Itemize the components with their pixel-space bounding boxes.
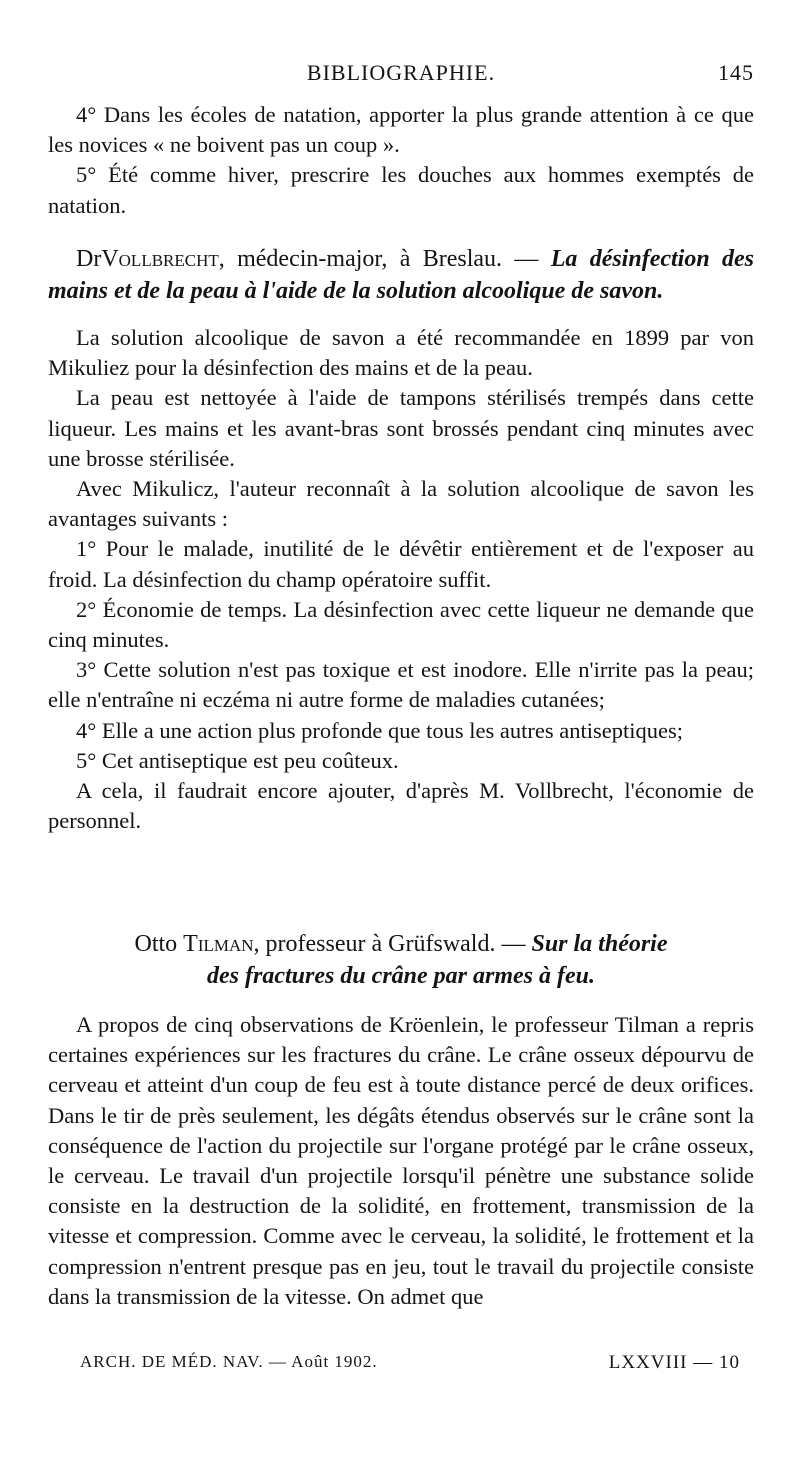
article-body <box>48 323 754 836</box>
author-affiliation: , médecin-major, à Breslau. — <box>218 246 551 272</box>
article-title-part: des fractures du crâne par armes à feu. <box>207 963 595 989</box>
running-header <box>48 60 754 90</box>
article-paragraph: 2° Économie de temps. La désinfection avec cette liqueur ne demande que cinq minutes. <box>48 596 754 653</box>
author-prefix: Dr <box>76 246 102 272</box>
article-tilman <box>48 928 754 1312</box>
article-heading <box>48 928 754 960</box>
author-name: Tilman <box>183 931 254 957</box>
article-title-part: Sur la théorie <box>531 931 668 957</box>
article-vollbrecht <box>48 243 754 836</box>
page-footer <box>80 1352 740 1380</box>
page-number: 145 <box>718 60 754 85</box>
article-paragraph: Avec Mikulicz, l'auteur reconnaît à la solution alcoolique de savon les avantages suivants : <box>48 476 754 532</box>
article-paragraph: 1° Pour le malade, inutilité de le dévêtir entièrement et de l'exposer au froid. La désinfection du champ opératoire suffit. <box>48 536 754 592</box>
running-title: BIBLIOGRAPHIE. <box>306 60 496 85</box>
author-name: Vollbrecht <box>101 246 219 272</box>
article-paragraph: A propos de cinq observations de Kröenlein, le professeur Tilman a repris certaines expériences sur les fractures du crâne. Le crâne osseux dépourvu de cerveau et atteint d'un coup de feu est à toute distance percé de deux orifices. Dans le tir de près seulement, les dégâts étendus observés sur le crâne sont la conséquence de l'action du projectile sur l'organe protégé par le crâne osseux, le cerveau. Le travail d'un projectile lorsqu'il pénètre une substance solide consiste en la destruction de la solidité, en frottement, transmission de la vitesse et compression. Comme avec le cerveau, la solidité, le frottement et la compression n'entrent presque pas en jeu, tout le travail du projectile consiste dans la transmission de la vitesse. On admet que <box>48 1012 754 1309</box>
article-paragraph: 5° Cet antiseptique est peu coûteux. <box>76 747 399 773</box>
article-body <box>48 1010 754 1312</box>
intro-paragraph: 5° Été comme hiver, prescrire les douches aux hommes exemptés de natation. <box>48 162 754 218</box>
article-title: La désinfection des mains et de la peau à l'aide de la solution alcoolique de savon. <box>48 246 754 304</box>
intro-paragraph: 4° Dans les écoles de natation, apporter la plus grande attention à ce que les novices « ne boivent pas un coup ». <box>48 102 754 158</box>
article-paragraph: A cela, il faudrait encore ajouter, d'après M. Vollbrecht, l'économie de personnel. <box>48 778 754 834</box>
journal-citation: ARCH. DE MÉD. NAV. — Août 1902. <box>80 1352 378 1371</box>
article-heading <box>48 243 754 307</box>
article-paragraph: La peau est nettoyée à l'aide de tampons stérilisés trempés dans cette liqueur. Les mains et les avant-bras sont brossés pendant cinq minutes avec une brosse stérilisée. <box>48 385 754 471</box>
article-paragraph: 4° Elle a une action plus profonde que tous les autres antiseptiques; <box>76 717 683 743</box>
author-first-name: Otto <box>134 931 184 957</box>
article-paragraph: La solution alcoolique de savon a été recommandée en 1899 par von Mikuliez pour la désinfection des mains et de la peau. <box>48 325 754 381</box>
intro-section <box>48 100 754 221</box>
article-paragraph: 3° Cette solution n'est pas toxique et est inodore. Elle n'irrite pas la peau; elle n'entraîne ni eczéma ni autre forme de maladies cutanées; <box>48 657 754 713</box>
author-affiliation: , professeur à Grüfswald. — <box>253 931 532 957</box>
volume-signature: LXXVIII — 10 <box>608 1352 740 1373</box>
